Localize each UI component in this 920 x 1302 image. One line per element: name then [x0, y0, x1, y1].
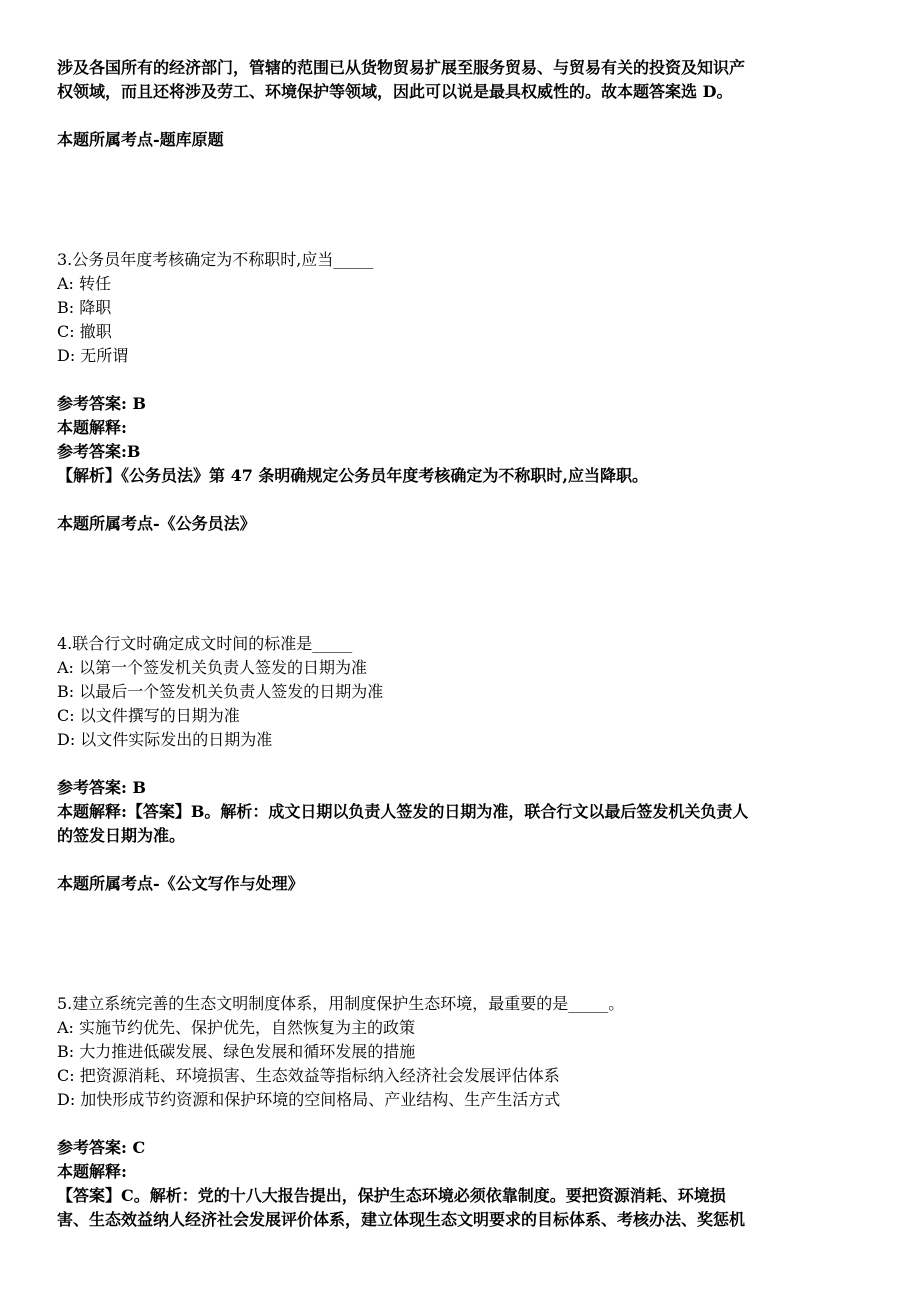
question-4-explain-line-1: 本题解释:【答案】B。解析：成文日期以负责人签发的日期为准，联合行文以最后签发机关负责人 [57, 802, 749, 821]
question-3-text: 3.公务员年度考核确定为不称职时,应当_____ [57, 250, 374, 269]
question-5-option-d: D: 加快形成节约资源和保护环境的空间格局、产业结构、生产生活方式 [57, 1090, 561, 1109]
document-page [57, 56, 863, 1232]
question-3-option-c: C: 撤职 [57, 322, 112, 341]
question-5-answer: 参考答案: C [57, 1138, 146, 1157]
question-5-option-b: B: 大力推进低碳发展、绿色发展和循环发展的措施 [57, 1042, 416, 1061]
question-4-option-c: C: 以文件撰写的日期为准 [57, 706, 240, 725]
question-3-option-b: B: 降职 [57, 298, 112, 317]
question-5-text: 5.建立系统完善的生态文明制度体系，用制度保护生态环境，最重要的是_____。 [57, 994, 625, 1013]
intro-topic: 本题所属考点-题库原题 [57, 130, 224, 149]
question-4-text: 4.联合行文时确定成文时间的标准是_____ [57, 634, 353, 653]
question-4-option-d: D: 以文件实际发出的日期为准 [57, 730, 273, 749]
question-4-answer: 参考答案: B [57, 778, 147, 797]
question-5-option-c: C: 把资源消耗、环境损害、生态效益等指标纳入经济社会发展评估体系 [57, 1066, 560, 1085]
question-3-topic: 本题所属考点-《公务员法》 [57, 514, 256, 533]
intro-line-1: 涉及各国所有的经济部门，管辖的范围已从货物贸易扩展至服务贸易、与贸易有关的投资及知识产 [57, 58, 746, 77]
question-4-option-b: B: 以最后一个签发机关负责人签发的日期为准 [57, 682, 384, 701]
question-4-option-a: A: 以第一个签发机关负责人签发的日期为准 [57, 658, 368, 677]
question-3-analysis: 【解析】《公务员法》第 47 条明确规定公务员年度考核确定为不称职时,应当降职。 [57, 466, 648, 485]
question-3 [57, 248, 863, 536]
question-4-explain-line-2: 的签发日期为准。 [57, 826, 186, 845]
intro-line-2: 权领域，而且还将涉及劳工、环境保护等领域，因此可以说是最具权威性的。故本题答案选 D。 [57, 82, 733, 101]
question-5-explain-label: 本题解释: [57, 1162, 127, 1181]
question-4-topic: 本题所属考点-《公文写作与处理》 [57, 874, 304, 893]
question-3-answer: 参考答案: B [57, 394, 147, 413]
question-4 [57, 632, 863, 896]
question-5-explain-line-2: 害、生态效益纳人经济社会发展评价体系，建立体现生态文明要求的目标体系、考核办法、奖惩机 [57, 1210, 746, 1229]
question-5-option-a: A: 实施节约优先、保护优先，自然恢复为主的政策 [57, 1018, 416, 1037]
question-5 [57, 992, 863, 1232]
question-3-answer-repeat: 参考答案:B [57, 442, 141, 461]
question-5-explain-line-1: 【答案】C。解析：党的十八大报告提出，保护生态环境必须依靠制度。要把资源消耗、环境损 [57, 1186, 726, 1205]
question-3-option-a: A: 转任 [57, 274, 112, 293]
question-3-explain-label: 本题解释: [57, 418, 127, 437]
question-3-option-d: D: 无所谓 [57, 346, 129, 365]
